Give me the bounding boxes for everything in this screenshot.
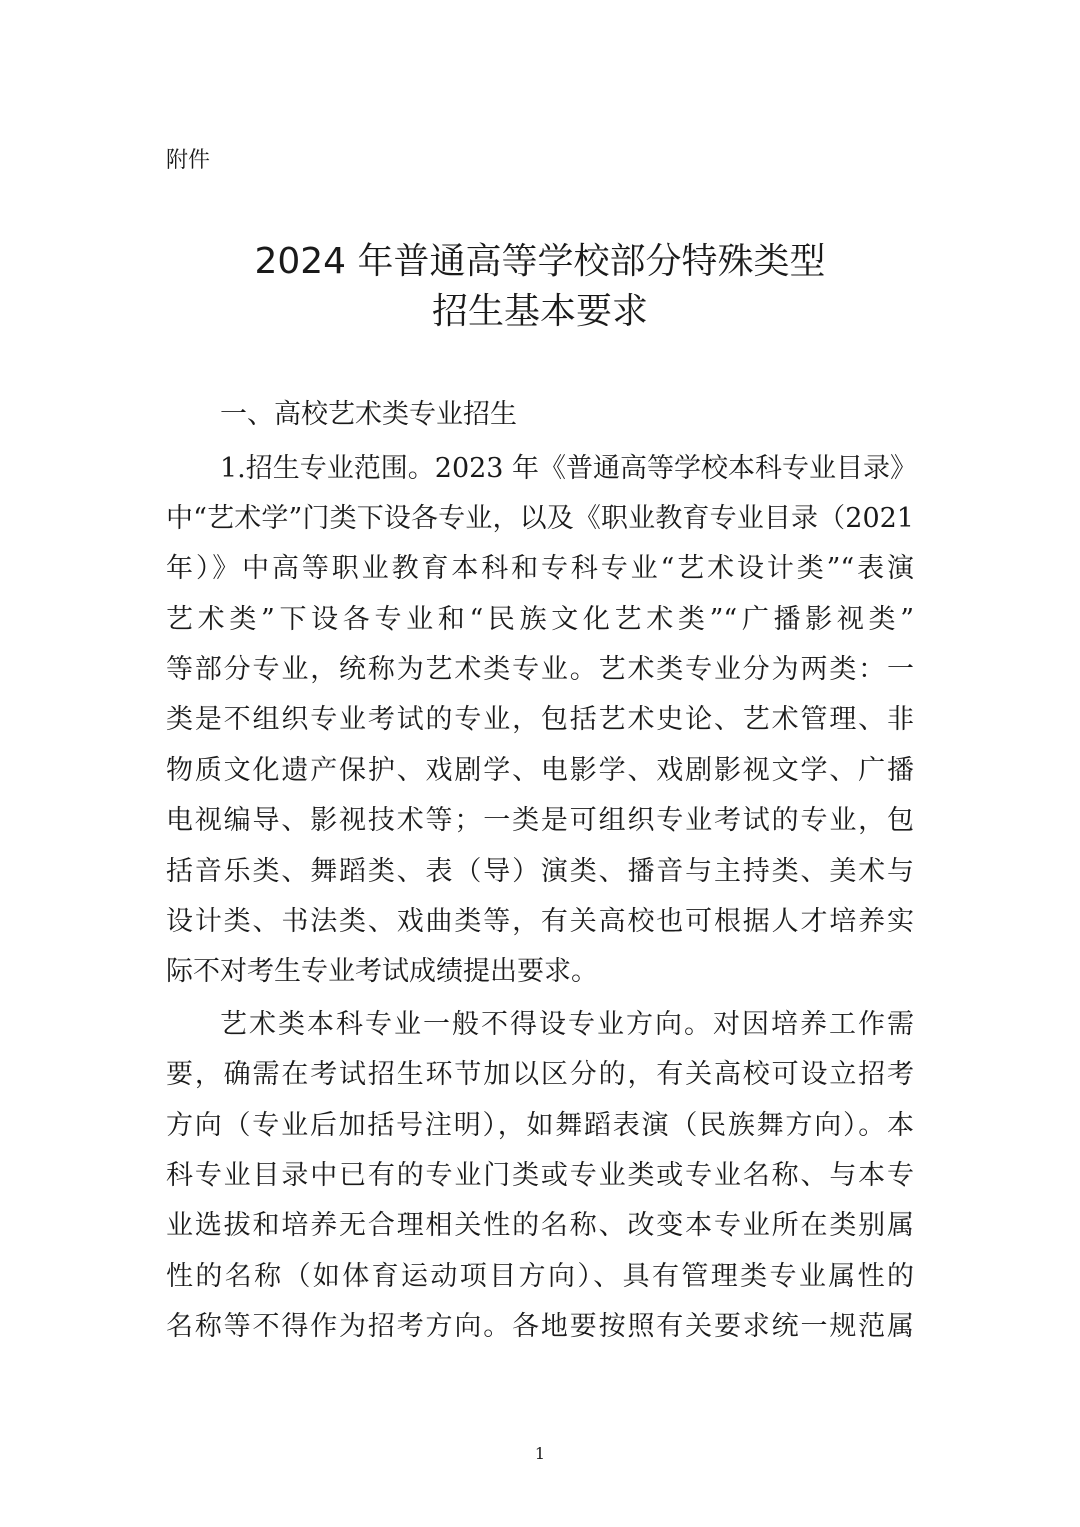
paragraph-2-line: 艺术类本科专业一般不得设专业方向。对因培养工作需 xyxy=(220,1009,914,1040)
paragraph-1-line: 类是不组织专业考试的专业，包括艺术史论、艺术管理、非 xyxy=(166,704,914,735)
paragraph-1-line: 设计类、书法类、戏曲类等，有关高校也可根据人才培养实 xyxy=(166,906,914,937)
page-number: 1 xyxy=(534,1444,546,1463)
paragraph-1-line: 物质文化遗产保护、戏剧学、电影学、戏剧影视文学、广播 xyxy=(166,755,914,786)
document-title-line-2: 招生基本要求 xyxy=(431,291,648,332)
paragraph-2-line: 名称等不得作为招考方向。各地要按照有关要求统一规范属 xyxy=(166,1311,914,1342)
paragraph-1-line: 际不对考生专业考试成绩提出要求。 xyxy=(166,956,598,987)
document-title-line-1: 2024 年普通高等学校部分特殊类型 xyxy=(254,241,826,282)
paragraph-2-line: 方向（专业后加括号注明），如舞蹈表演（民族舞方向）。本 xyxy=(166,1110,914,1141)
paragraph-2-line: 科专业目录中已有的专业门类或专业类或专业名称、与本专 xyxy=(166,1160,914,1191)
section-heading: 一、高校艺术类专业招生 xyxy=(220,399,517,430)
paragraph-1-line: 1.招生专业范围。2023 年《普通高等学校本科专业目录》 xyxy=(220,453,918,484)
paragraph-1-line: 中“艺术学”门类下设各专业，以及《职业教育专业目录（2021 xyxy=(166,503,914,534)
paragraph-1-line: 括音乐类、舞蹈类、表（导）演类、播音与主持类、美术与 xyxy=(166,856,914,887)
paragraph-1-line: 年）》中高等职业教育本科和专科专业“艺术设计类”“表演 xyxy=(166,553,914,584)
attachment-label: 附件 xyxy=(166,148,211,173)
paragraph-1-line: 电视编导、影视技术等；一类是可组织专业考试的专业，包 xyxy=(166,805,914,836)
paragraph-2-line: 要，确需在考试招生环节加以区分的，有关高校可设立招考 xyxy=(166,1059,914,1090)
paragraph-1-line: 等部分专业，统称为艺术类专业。艺术类专业分为两类：一 xyxy=(166,654,914,685)
paragraph-1-line: 艺术类”下设各专业和“民族文化艺术类”“广播影视类” xyxy=(166,604,914,635)
paragraph-2-line: 业选拔和培养无合理相关性的名称、改变本专业所在类别属 xyxy=(166,1210,914,1241)
paragraph-2-line: 性的名称（如体育运动项目方向）、具有管理类专业属性的 xyxy=(166,1261,914,1292)
